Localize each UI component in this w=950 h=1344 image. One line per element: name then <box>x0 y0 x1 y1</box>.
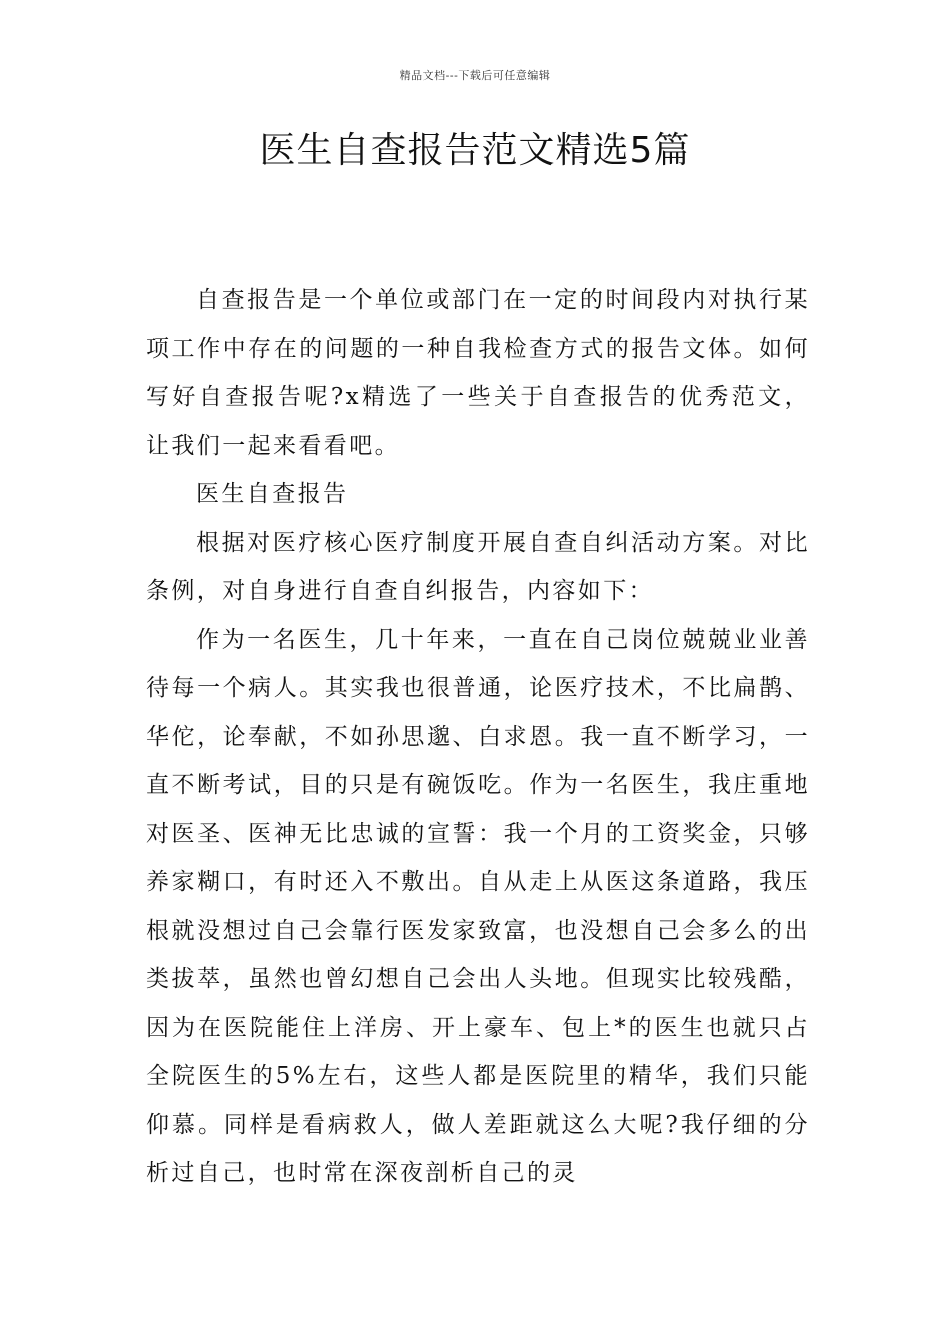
document-title: 医生自查报告范文精选5篇 <box>259 130 691 171</box>
document-body <box>146 276 810 1198</box>
paragraph-main: 作为一名医生，几十年来，一直在自己岗位兢兢业业善待每一个病人。其实我也很普通，论医疗技术，不比扁鹊、华佗，论奉献，不如孙思邈、白求恩。我一直不断学习，一直不断考试，目的只是有碗饭吃。作为一名医生，我庄重地对医圣、医神无比忠诚的宣誓：我一个月的工资奖金，只够养家糊口，有时还入不敷出。自从走上从医这条道路，我压根就没想过自己会靠行医发家致富，也没想自己会多么的出类拔萃，虽然也曾幻想自己会出人头地。但现实比较残酷，因为在医院能住上洋房、开上豪车、包上*的医生也就只占全院医生的5%左右，这些人都是医院里的精华，我们只能仰慕。同样是看病救人，做人差距就这么大呢?我仔细的分析过自己，也时常在深夜剖析自己的灵 <box>146 626 810 1186</box>
header-note: 精品文档---下载后可任意编辑 <box>399 69 551 82</box>
paragraph-basis: 根据对医疗核心医疗制度开展自查自纠活动方案。对比条例，对自身进行自查自纠报告，内容如下： <box>146 529 810 604</box>
paragraph-intro: 自查报告是一个单位或部门在一定的时间段内对执行某项工作中存在的问题的一种自我检查方式的报告文体。如何写好自查报告呢?x精选了一些关于自查报告的优秀范文，让我们一起来看看吧。 <box>146 287 810 459</box>
paragraph-subheading: 医生自查报告 <box>196 481 349 507</box>
